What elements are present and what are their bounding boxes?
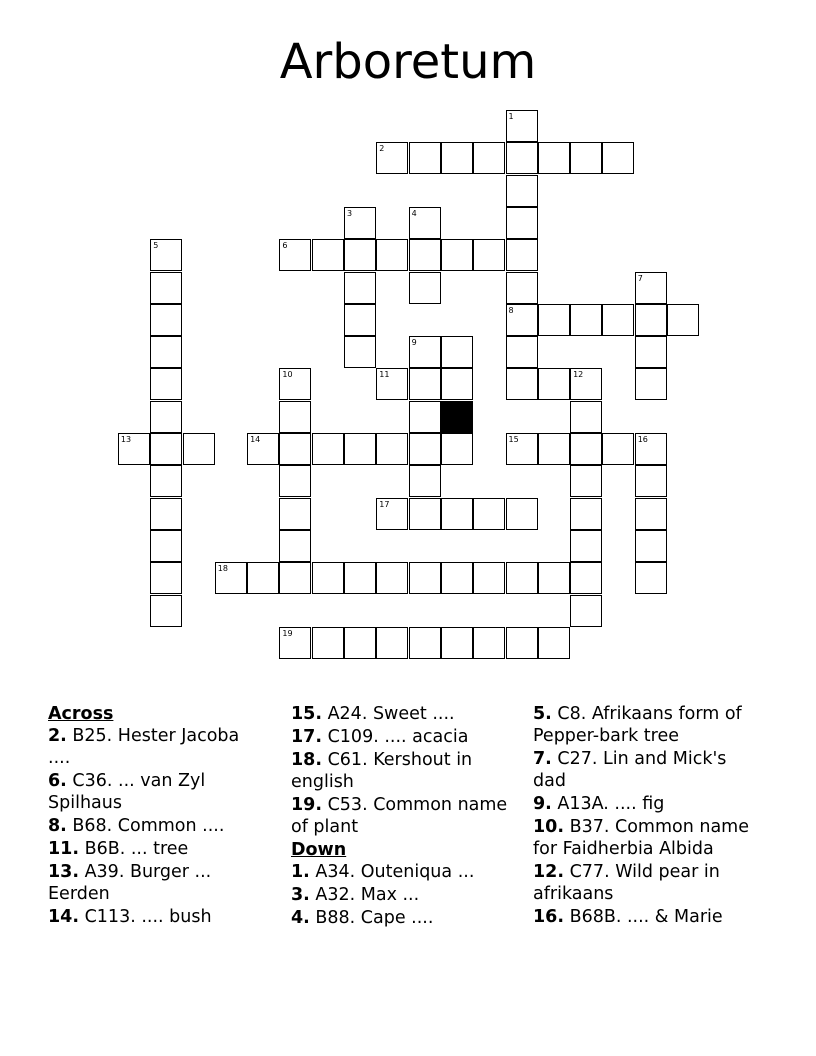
- grid-cell[interactable]: [506, 336, 538, 368]
- grid-cell[interactable]: [344, 433, 376, 465]
- clue-item: [291, 884, 511, 906]
- grid-cell[interactable]: [506, 239, 538, 271]
- clue-item-number: 6.: [48, 771, 67, 791]
- grid-cell[interactable]: [570, 562, 602, 594]
- grid-cell[interactable]: [441, 562, 473, 594]
- grid-cell[interactable]: [409, 272, 441, 304]
- clue-item-text: C36. ... van Zyl Spilhaus: [48, 771, 206, 813]
- grid-cell[interactable]: [279, 530, 311, 562]
- grid-cell[interactable]: [150, 272, 182, 304]
- clue-item: [48, 861, 258, 905]
- clue-item-number: 5.: [533, 704, 552, 724]
- grid-cell[interactable]: [312, 627, 344, 659]
- grid-cell[interactable]: [538, 627, 570, 659]
- clue-number: 13: [120, 435, 132, 444]
- grid-cell[interactable]: [150, 401, 182, 433]
- clue-item-number: 8.: [48, 816, 67, 836]
- clue-item-text: A34. Outeniqua ...: [309, 862, 475, 882]
- grid-cell[interactable]: [667, 304, 699, 336]
- grid-cell[interactable]: [247, 433, 279, 465]
- clue-number: 8: [508, 305, 514, 315]
- grid-cell[interactable]: [441, 433, 473, 465]
- grid-cell[interactable]: [150, 239, 182, 271]
- grid-cell[interactable]: [473, 239, 505, 271]
- grid-cell[interactable]: [506, 368, 538, 400]
- clue-item-number: 13.: [48, 862, 80, 882]
- grid-cell[interactable]: [473, 142, 505, 174]
- grid-cell[interactable]: [279, 562, 311, 594]
- grid-cell[interactable]: [279, 401, 311, 433]
- grid-cell[interactable]: [344, 207, 376, 239]
- clue-item-number: 2.: [48, 726, 67, 746]
- clue-item-text: C113. .... bush: [79, 907, 212, 927]
- clue-list: [291, 703, 511, 838]
- grid-cell[interactable]: [344, 336, 376, 368]
- clue-item: [291, 907, 511, 929]
- grid-cell[interactable]: [441, 627, 473, 659]
- clue-item: [533, 906, 763, 928]
- clue-item-text: B68. Common ....: [66, 816, 225, 836]
- clue-item: [291, 726, 511, 748]
- grid-cell[interactable]: [635, 304, 667, 336]
- grid-cell[interactable]: [312, 562, 344, 594]
- grid-cell[interactable]: [570, 465, 602, 497]
- clue-number: 14: [250, 435, 261, 444]
- clue-item-number: 11.: [48, 839, 80, 859]
- grid-cell[interactable]: [376, 562, 408, 594]
- grid-cell[interactable]: [635, 336, 667, 368]
- clue-item: [533, 816, 763, 860]
- clue-item-number: 18.: [291, 750, 323, 770]
- clue-item-number: 14.: [48, 907, 80, 927]
- grid-cell[interactable]: [279, 465, 311, 497]
- clue-item-number: 10.: [533, 817, 565, 837]
- clue-item-number: 4.: [291, 908, 310, 928]
- clue-number: 10: [282, 370, 293, 380]
- grid-cell[interactable]: [409, 142, 441, 174]
- clue-item-number: 12.: [533, 862, 565, 882]
- grid-cell[interactable]: [570, 433, 602, 465]
- grid-cell[interactable]: [344, 627, 376, 659]
- grid-cell[interactable]: [344, 562, 376, 594]
- clue-number: 7: [637, 273, 643, 283]
- clue-number: 17: [379, 499, 390, 509]
- clue-number: 12: [573, 370, 584, 380]
- clue-column-3: [533, 703, 763, 929]
- black-cell: [441, 401, 473, 433]
- down-heading: Down: [291, 840, 347, 860]
- clue-item-number: 3.: [291, 885, 310, 905]
- clue-item-text: A32. Max ...: [309, 885, 420, 905]
- grid-cell[interactable]: [150, 336, 182, 368]
- grid-cell[interactable]: [409, 239, 441, 271]
- clue-item: [533, 703, 763, 747]
- clue-item-number: 16.: [533, 907, 565, 927]
- grid-cell[interactable]: [150, 304, 182, 336]
- clue-item-number: 1.: [291, 862, 310, 882]
- grid-cell[interactable]: [344, 239, 376, 271]
- grid-cell[interactable]: [409, 465, 441, 497]
- grid-cell[interactable]: [602, 304, 634, 336]
- grid-cell[interactable]: [506, 304, 538, 336]
- grid-cell[interactable]: [602, 433, 634, 465]
- grid-cell[interactable]: [506, 175, 538, 207]
- grid-cell[interactable]: [279, 498, 311, 530]
- grid-cell[interactable]: [409, 562, 441, 594]
- clue-item: [533, 861, 763, 905]
- grid-cell[interactable]: [409, 336, 441, 368]
- clue-list: [291, 861, 511, 929]
- clue-item: [48, 838, 258, 860]
- grid-cell[interactable]: [376, 368, 408, 400]
- clue-item: [291, 794, 511, 838]
- grid-cell[interactable]: [441, 368, 473, 400]
- grid-cell[interactable]: [538, 368, 570, 400]
- grid-cell[interactable]: [150, 530, 182, 562]
- clue-item-text: B37. Common name for Faidherbia Albida: [533, 817, 749, 859]
- grid-cell[interactable]: [506, 433, 538, 465]
- grid-cell[interactable]: [150, 433, 182, 465]
- grid-cell[interactable]: [118, 433, 150, 465]
- grid-cell[interactable]: [409, 401, 441, 433]
- grid-cell[interactable]: [150, 368, 182, 400]
- grid-cell[interactable]: [376, 239, 408, 271]
- clue-number: 18: [217, 564, 228, 574]
- clue-item: [48, 725, 258, 769]
- clue-list: [48, 725, 258, 928]
- across-heading: Across: [48, 704, 114, 724]
- grid-cell[interactable]: [312, 239, 344, 271]
- clue-item-text: B88. Cape ....: [309, 908, 434, 928]
- clue-number: 2: [379, 144, 385, 154]
- grid-cell[interactable]: [441, 336, 473, 368]
- clue-item: [291, 861, 511, 883]
- grid-cell[interactable]: [570, 401, 602, 433]
- grid-cell[interactable]: [150, 595, 182, 627]
- grid-cell[interactable]: [570, 368, 602, 400]
- grid-cell[interactable]: [506, 562, 538, 594]
- grid-cell[interactable]: [635, 433, 667, 465]
- clue-number: 6: [282, 241, 288, 251]
- grid-cell[interactable]: [150, 498, 182, 530]
- grid-cell[interactable]: [506, 498, 538, 530]
- grid-cell[interactable]: [441, 498, 473, 530]
- grid-cell[interactable]: [635, 368, 667, 400]
- clue-item-text: B6B. ... tree: [79, 839, 189, 859]
- clue-item: [533, 748, 763, 792]
- grid-cell[interactable]: [570, 498, 602, 530]
- clue-item: [533, 793, 763, 815]
- grid-cell[interactable]: [409, 368, 441, 400]
- grid-cell[interactable]: [409, 627, 441, 659]
- grid-cell[interactable]: [279, 239, 311, 271]
- grid-cell[interactable]: [506, 272, 538, 304]
- grid-cell[interactable]: [570, 595, 602, 627]
- grid-cell[interactable]: [473, 498, 505, 530]
- grid-cell[interactable]: [183, 433, 215, 465]
- grid-cell[interactable]: [376, 627, 408, 659]
- clue-item: [291, 749, 511, 793]
- clue-item-number: 17.: [291, 727, 323, 747]
- grid-cell[interactable]: [279, 433, 311, 465]
- grid-cell[interactable]: [150, 562, 182, 594]
- clue-number: 5: [153, 241, 159, 251]
- grid-cell[interactable]: [279, 627, 311, 659]
- grid-cell[interactable]: [409, 498, 441, 530]
- clue-item-text: A24. Sweet ....: [322, 704, 455, 724]
- clue-number: 9: [411, 338, 417, 348]
- grid-cell[interactable]: [538, 142, 570, 174]
- grid-cell[interactable]: [570, 304, 602, 336]
- clue-column-2: [291, 703, 511, 930]
- grid-cell[interactable]: [538, 433, 570, 465]
- grid-cell[interactable]: [506, 207, 538, 239]
- grid-cell[interactable]: [538, 304, 570, 336]
- puzzle-title: Arboretum: [279, 34, 537, 90]
- clue-item-text: C53. Common name of plant: [291, 795, 508, 837]
- grid-cell[interactable]: [570, 530, 602, 562]
- clue-number: 4: [411, 208, 417, 218]
- grid-cell[interactable]: [409, 433, 441, 465]
- clue-item-text: C109. .... acacia: [322, 727, 469, 747]
- clue-list: [533, 703, 763, 928]
- grid-cell[interactable]: [635, 530, 667, 562]
- grid-cell[interactable]: [441, 239, 473, 271]
- grid-cell[interactable]: [635, 272, 667, 304]
- grid-cell[interactable]: [409, 207, 441, 239]
- grid-cell[interactable]: [473, 627, 505, 659]
- grid-cell[interactable]: [150, 465, 182, 497]
- grid-cell[interactable]: [602, 142, 634, 174]
- clue-number: 1: [508, 112, 514, 121]
- grid-cell[interactable]: [538, 562, 570, 594]
- clue-column-1: [48, 703, 258, 929]
- clue-item-number: 15.: [291, 704, 323, 724]
- grid-cell[interactable]: [376, 142, 408, 174]
- clue-number: 19: [282, 628, 293, 638]
- grid-cell[interactable]: [247, 562, 279, 594]
- grid-cell[interactable]: [506, 110, 538, 142]
- grid-cell[interactable]: [506, 627, 538, 659]
- grid-cell[interactable]: [635, 465, 667, 497]
- clue-item: [48, 770, 258, 814]
- clue-item-text: A13A. .... fig: [551, 794, 665, 814]
- clue-item-text: C61. Kershout in english: [291, 750, 473, 792]
- clue-item: [291, 703, 511, 725]
- grid-cell[interactable]: [344, 304, 376, 336]
- clue-item-text: A39. Burger ... Eerden: [48, 862, 212, 904]
- grid-cell[interactable]: [376, 433, 408, 465]
- clue-number: 16: [637, 435, 648, 444]
- clue-item-number: 19.: [291, 795, 323, 815]
- grid-cell[interactable]: [570, 142, 602, 174]
- grid-cell[interactable]: [215, 562, 247, 594]
- clue-number: 11: [379, 370, 390, 380]
- grid-cell[interactable]: [312, 433, 344, 465]
- clue-item: [48, 815, 258, 837]
- grid-cell[interactable]: [441, 142, 473, 174]
- grid-cell[interactable]: [344, 272, 376, 304]
- clue-item: [48, 906, 258, 928]
- grid-cell[interactable]: [376, 498, 408, 530]
- clue-item-text: B25. Hester Jacoba ....: [48, 726, 240, 768]
- clue-item-number: 7.: [533, 749, 552, 769]
- clue-item-text: C77. Wild pear in afrikaans: [533, 862, 720, 904]
- grid-cell[interactable]: [473, 562, 505, 594]
- grid-cell[interactable]: [635, 498, 667, 530]
- grid-cell[interactable]: [279, 368, 311, 400]
- clue-number: 15: [508, 435, 519, 444]
- clue-number: 3: [347, 208, 353, 218]
- clue-item-text: C8. Afrikaans form of Pepper-bark tree: [533, 704, 742, 746]
- clue-item-number: 9.: [533, 794, 552, 814]
- grid-cell[interactable]: [635, 562, 667, 594]
- grid-cell[interactable]: [506, 142, 538, 174]
- clue-item-text: B68B. .... & Marie: [564, 907, 723, 927]
- clue-item-text: C27. Lin and Mick's dad: [533, 749, 727, 791]
